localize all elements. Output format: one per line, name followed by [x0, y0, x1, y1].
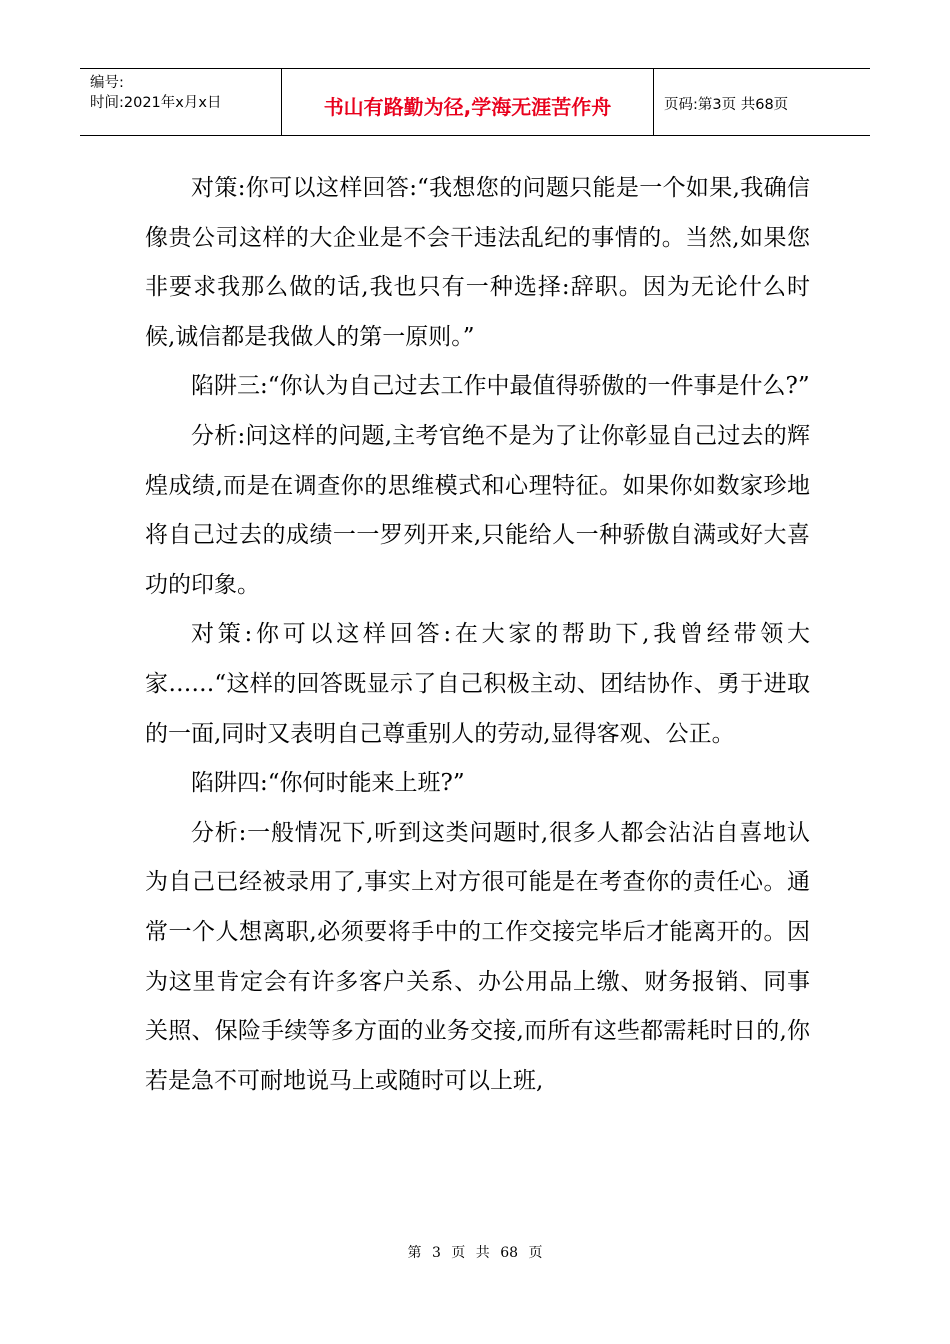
paragraph: 对策:你可以这样回答:在大家的帮助下,我曾经带领大家……“这样的回答既显示了自己积极主动、团结协作、勇于进取的一面,同时又表明自己尊重别人的劳动,显得客观、公正。: [145, 621, 810, 747]
paragraph: 陷阱四:“你何时能来上班?”: [191, 770, 465, 797]
paragraph: 对策:你可以这样回答:“我想您的问题只能是一个如果,我确信像贵公司这样的大企业是不会干违法乱纪的事情的。当然,如果您非要求我那么做的话,我也只有一种选择:辞职。因为无论什么时候,诚信都是我做人的第一原则。”: [145, 175, 810, 350]
paragraph: 分析:问这样的问题,主考官绝不是为了让你彰显自己过去的辉煌成绩,而是在调查你的思维模式和心理特征。如果你如数家珍地将自己过去的成绩一一罗列开来,只能给人一种骄傲自满或好大喜功的印象。: [145, 422, 810, 598]
page-header: [80, 68, 870, 136]
time-label: 时间:2021年x月x日: [90, 95, 222, 111]
page-footer: 第 3 页 共 68 页: [407, 1245, 543, 1261]
document-body: [145, 164, 810, 1106]
paragraph: 陷阱三:“你认为自己过去工作中最值得骄傲的一件事是什么?”: [191, 373, 810, 400]
paragraph: 分析:一般情况下,听到这类问题时,很多人都会沾沾自喜地认为自己已经被录用了,事实上对方很可能是在考查你的责任心。通常一个人想离职,必须要将手中的工作交接完毕后才能离开的。因为这里肯定会有许多客户关系、办公用品上缴、财务报销、同事关照、保险手续等多方面的业务交接,而所有这些都需耗时日的,你若是急不可耐地说马上或随时可以上班,: [145, 819, 810, 1094]
header-page-info: 页码:第3页 共68页: [664, 96, 789, 113]
code-label: 编号:: [90, 75, 124, 91]
header-motto: 书山有路勤为径,学海无涯苦作舟: [282, 69, 654, 135]
header-meta: [80, 69, 282, 135]
